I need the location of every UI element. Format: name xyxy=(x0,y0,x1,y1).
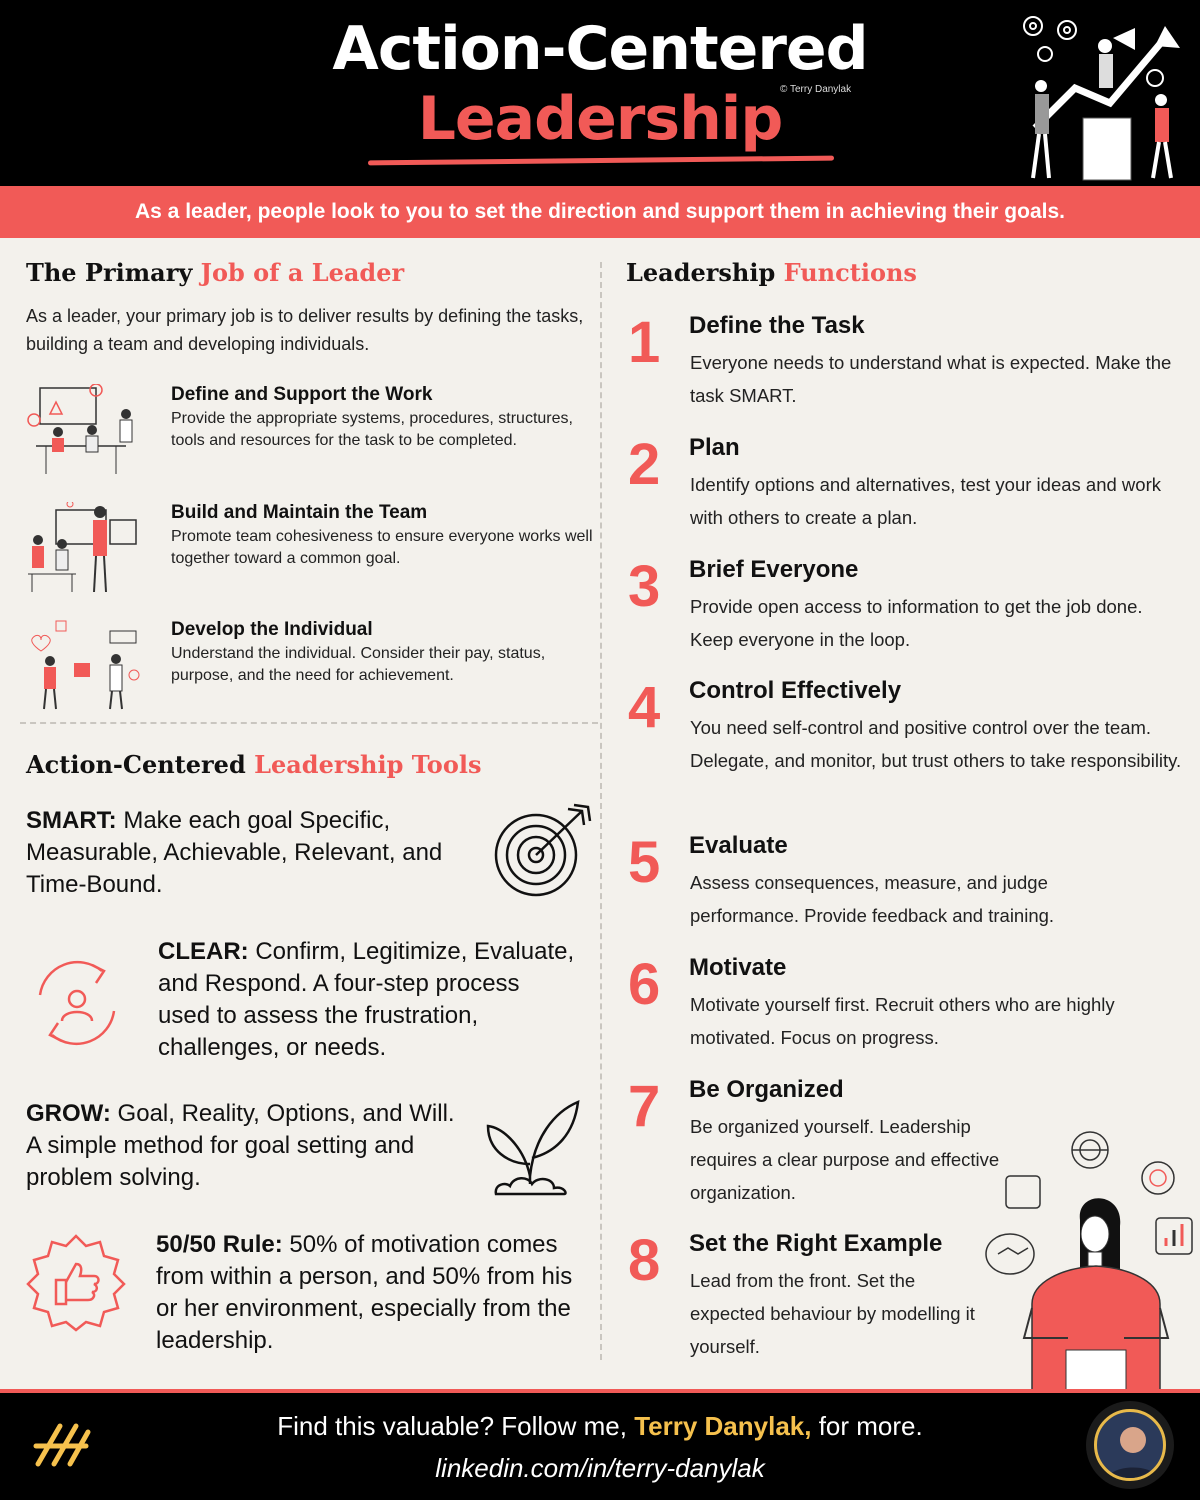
function-text: Assess consequences, measure, and judge performance. Provide feedback and training. xyxy=(690,872,1055,926)
refresh-user-icon xyxy=(26,955,128,1051)
linkedin-link[interactable]: linkedin.com/in/terry-danylak xyxy=(435,1453,765,1483)
job-heading: Define and Support the Work xyxy=(171,384,433,405)
teamwork-icon xyxy=(26,384,146,476)
function-heading: Plan xyxy=(689,434,740,461)
function-item-1 xyxy=(628,312,1188,412)
function-text: Provide open access to information to get the job done. Keep everyone in the loop. xyxy=(690,596,1143,650)
function-number: 4 xyxy=(628,675,661,740)
function-item-5 xyxy=(628,832,1188,932)
thumbs-up-badge-icon xyxy=(26,1232,126,1332)
function-number: 8 xyxy=(628,1228,661,1293)
primary-job-title xyxy=(26,258,404,287)
job-heading: Develop the Individual xyxy=(171,619,373,640)
job-heading: Build and Maintain the Team xyxy=(171,502,428,523)
primary-job-title-part1: The Primary xyxy=(26,258,201,287)
primary-job-intro: As a leader, your primary job is to deliver results by defining the tasks, building a team and developing individuals. xyxy=(26,306,584,354)
tool-label: SMART: xyxy=(26,807,117,834)
function-number: 2 xyxy=(628,432,661,497)
job-text: Understand the individual. Consider their pay, status, purpose, and the need for achievement. xyxy=(171,645,546,684)
follow-text-post: for more. xyxy=(811,1411,923,1441)
function-number: 3 xyxy=(628,554,661,619)
follow-text xyxy=(0,1411,1200,1442)
function-heading: Brief Everyone xyxy=(689,556,859,583)
function-item-6 xyxy=(628,954,1188,1054)
follow-text-pre: Find this valuable? Follow me, xyxy=(277,1411,635,1441)
tools-title-part1: Action-Centered xyxy=(26,750,255,779)
function-heading: Be Organized xyxy=(689,1076,844,1103)
team-meeting-icon xyxy=(26,502,146,594)
title-line2: Leadership xyxy=(417,84,783,154)
tool-label: 50/50 Rule: xyxy=(156,1231,283,1258)
function-text: Lead from the front. Set the expected behaviour by modelling it yourself. xyxy=(690,1270,975,1357)
avatar-person-icon xyxy=(1097,1412,1166,1481)
vertical-divider xyxy=(600,262,602,1360)
function-number: 1 xyxy=(628,310,661,375)
target-icon xyxy=(492,803,594,899)
function-heading: Define the Task xyxy=(689,312,865,339)
function-heading: Motivate xyxy=(689,954,787,981)
footer xyxy=(0,1393,1200,1500)
function-text: You need self-control and positive control over the team. Delegate, and monitor, but trust others to take responsibility. xyxy=(690,717,1182,771)
leader-woman-icon xyxy=(980,1128,1196,1390)
banner: As a leader, people look to you to set the direction and support them in achieving their goals. xyxy=(0,186,1200,238)
function-number: 7 xyxy=(628,1074,661,1139)
tools-title xyxy=(26,750,481,779)
tool-text: Confirm, Legitimize, Evaluate, and Respond. A four-step process used to assess the frustration, challenges, or needs. xyxy=(158,938,575,1061)
tool-clear xyxy=(158,936,578,1064)
functions-title-part1: Leadership xyxy=(626,258,784,287)
functions-title xyxy=(626,258,917,287)
function-number: 6 xyxy=(628,952,661,1017)
tool-text: 50% of motivation comes from within a person, and 50% from his or her environment, especially from the leadership. xyxy=(156,1231,573,1354)
tools-title-part2: Leadership Tools xyxy=(254,750,482,779)
author-name[interactable]: Terry Danylak, xyxy=(634,1411,812,1441)
job-item-team xyxy=(26,502,596,612)
function-heading: Evaluate xyxy=(689,832,788,859)
sprout-icon xyxy=(484,1098,584,1198)
function-heading: Control Effectively xyxy=(689,677,902,704)
job-text: Promote team cohesiveness to ensure everyone works well together toward a common goal. xyxy=(171,528,593,567)
team-celebration-icon xyxy=(1015,8,1195,182)
title-underline xyxy=(368,156,834,166)
title-line1: Action-Centered xyxy=(332,14,868,84)
function-text: Identify options and alternatives, test your ideas and work with others to create a plan. xyxy=(690,474,1161,528)
job-text: Provide the appropriate systems, procedures, structures, tools and resources for the task to be completed. xyxy=(171,410,573,449)
tool-5050 xyxy=(156,1229,576,1357)
tool-text: Make each goal Specific, Measurable, Achievable, Relevant, and Time-Bound. xyxy=(26,807,443,898)
functions-title-part2: Functions xyxy=(783,258,917,287)
primary-job-title-part2: Job of a Leader xyxy=(200,258,405,287)
avatar[interactable] xyxy=(1086,1401,1174,1489)
tool-label: CLEAR: xyxy=(158,938,249,965)
tool-grow xyxy=(26,1098,466,1194)
copyright: © Terry Danylak xyxy=(780,84,852,95)
job-item-individual xyxy=(26,619,596,729)
function-number: 5 xyxy=(628,830,661,895)
tool-label: GROW: xyxy=(26,1100,111,1127)
tool-smart xyxy=(26,805,471,901)
function-text: Motivate yourself first. Recruit others who are highly motivated. Focus on progress. xyxy=(690,994,1115,1048)
tool-text: Goal, Reality, Options, and Will. A simple method for goal setting and problem solving. xyxy=(26,1100,455,1191)
job-item-work xyxy=(26,384,596,494)
function-item-2 xyxy=(628,434,1188,534)
avatar-photo xyxy=(1094,1409,1166,1481)
function-heading: Set the Right Example xyxy=(689,1230,943,1257)
function-item-3 xyxy=(628,556,1188,656)
function-item-4 xyxy=(628,677,1188,811)
function-text: Everyone needs to understand what is expected. Make the task SMART. xyxy=(690,352,1172,406)
function-text: Be organized yourself. Leadership requires a clear purpose and effective organization. xyxy=(690,1116,1000,1203)
header xyxy=(0,0,1200,186)
individual-support-icon xyxy=(26,619,146,711)
